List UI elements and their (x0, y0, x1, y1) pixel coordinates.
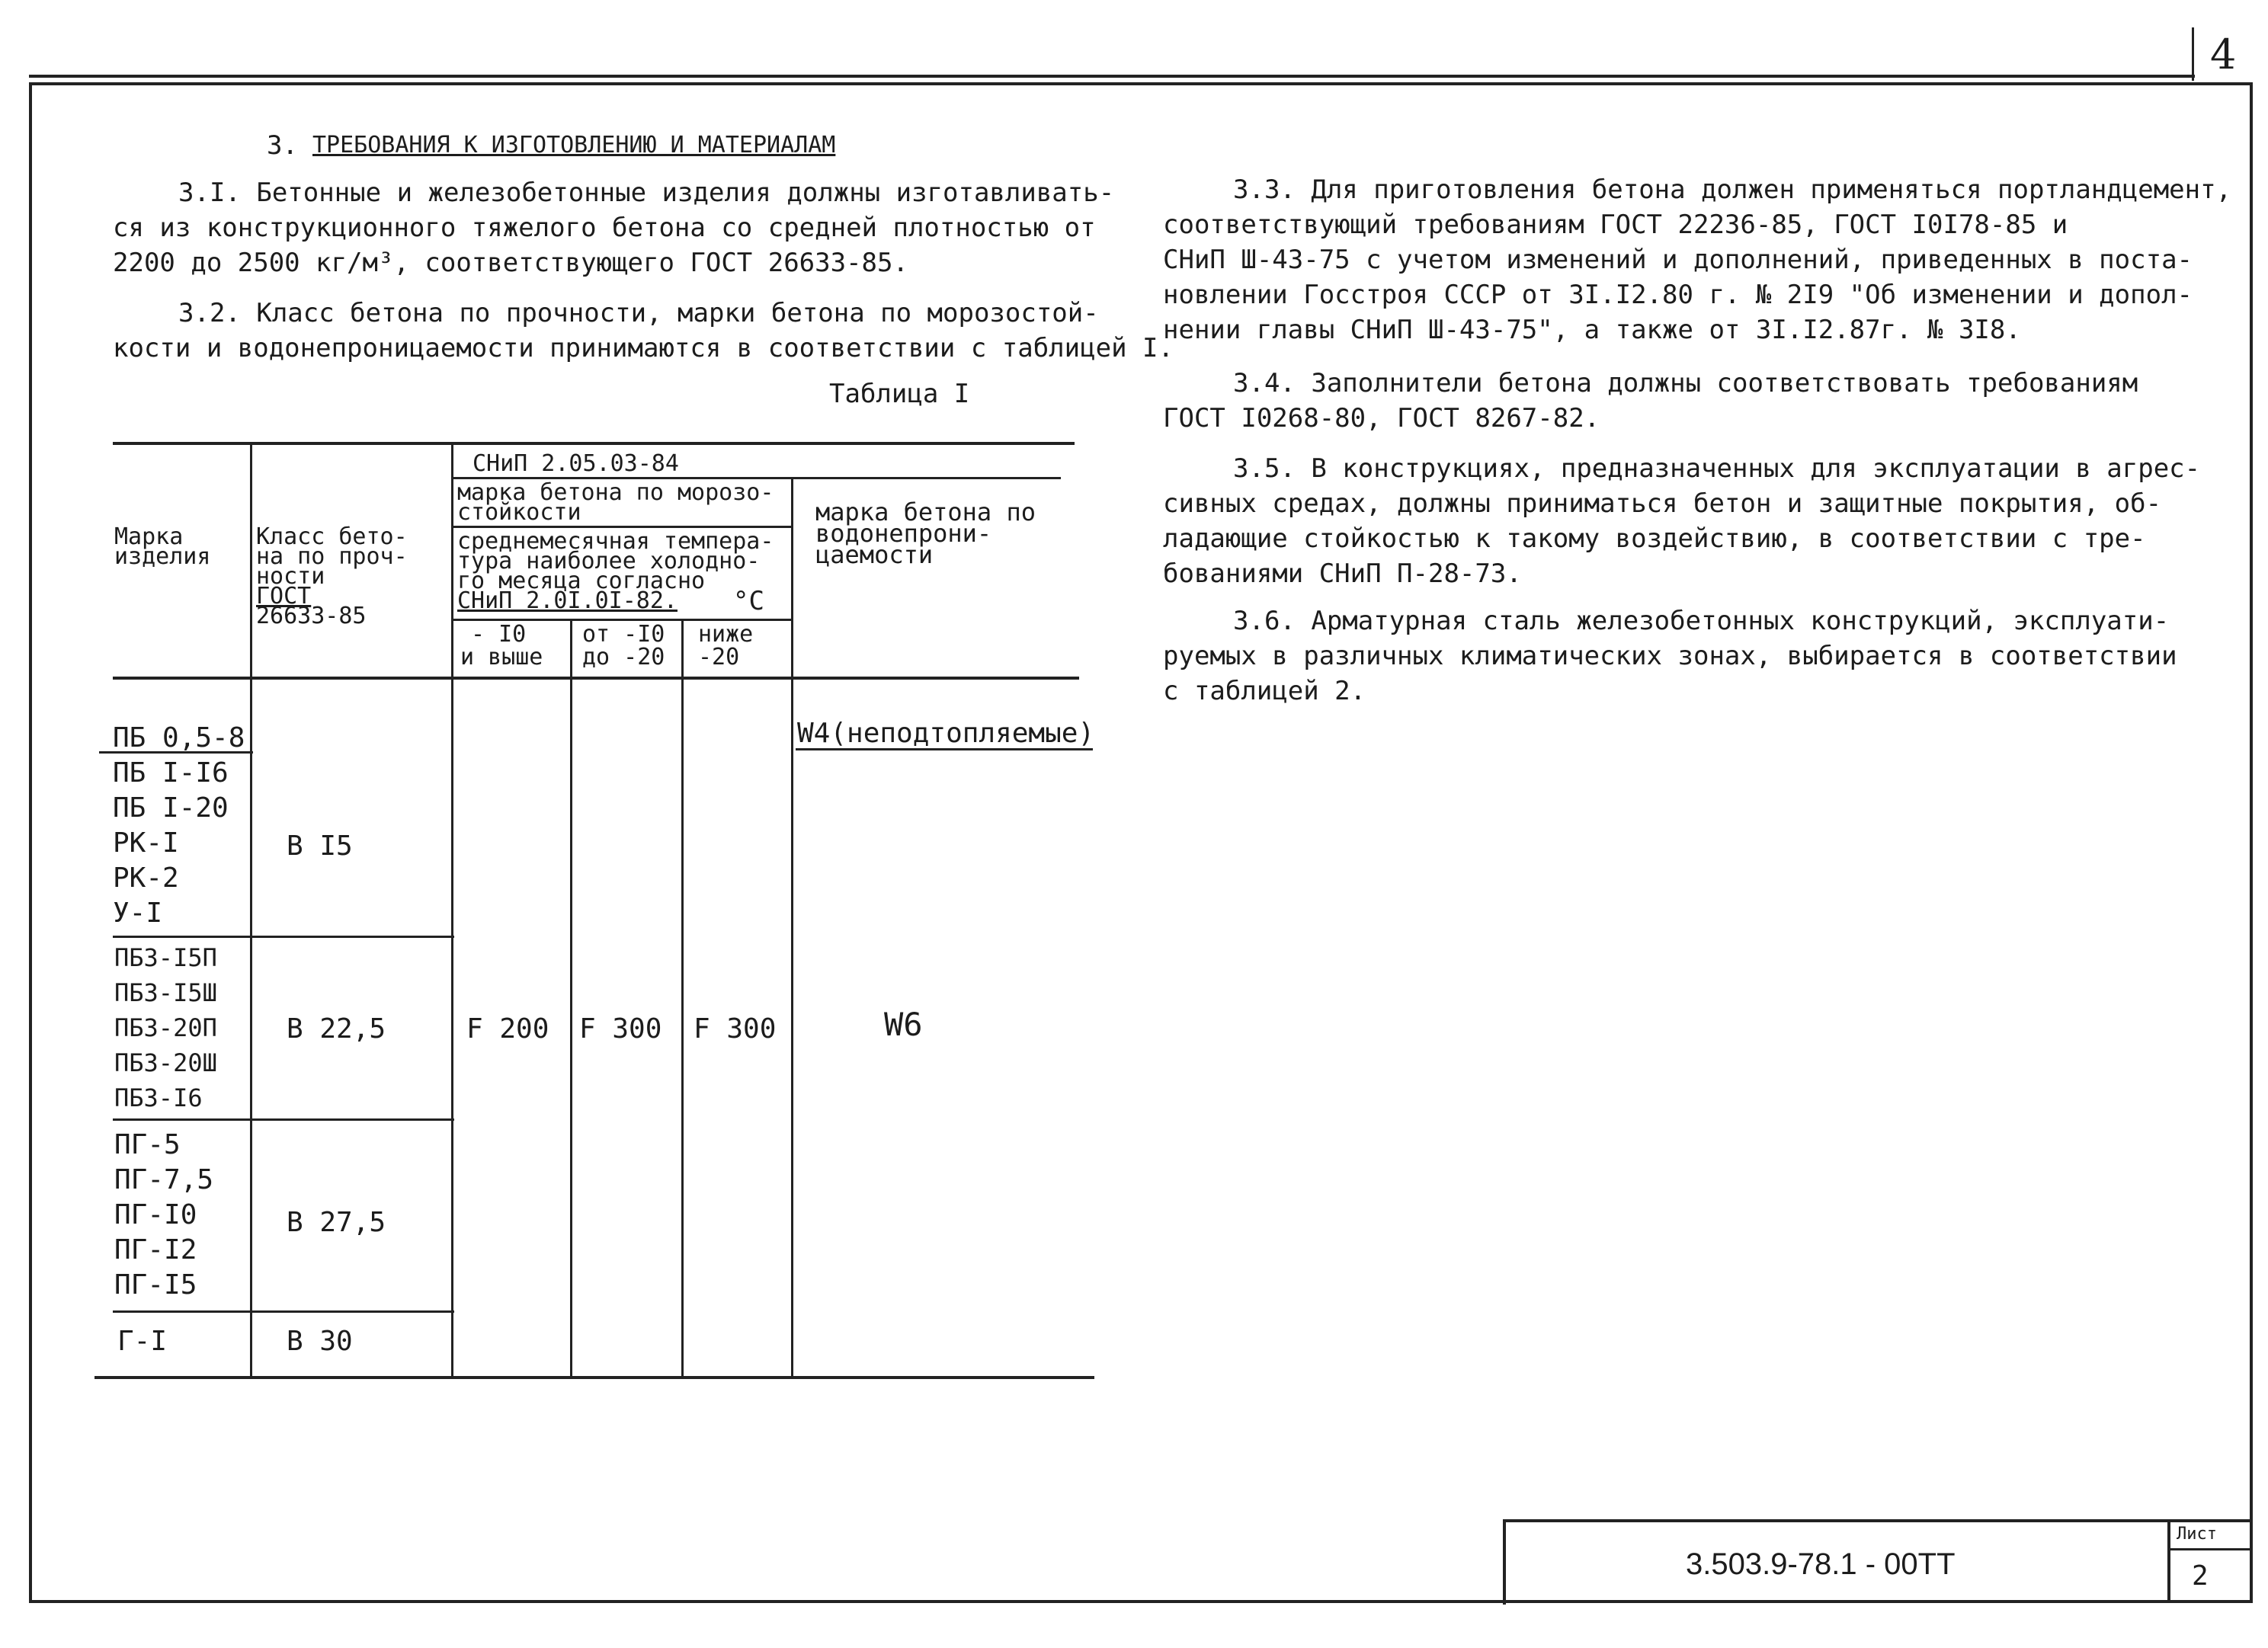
paragraph-line: 3.6. Арматурная сталь железобетонных конструкций, эксплуати- (1233, 606, 2170, 636)
header-frost (457, 479, 774, 526)
table-row-label: ПБ3-20Ш (114, 1048, 217, 1077)
top-frame-line (29, 75, 2195, 78)
paragraph-line: кости и водонепроницаемости принимаются в соответствии с таблицей I. (113, 333, 1174, 363)
section-number: 3. (267, 130, 298, 161)
paragraph-line: ладающие стойкостью к такому воздействию, в соответствии с тре- (1163, 523, 2146, 554)
document-code: 3.503.9-78.1 - 00ТТ (1686, 1547, 1956, 1581)
paragraph-line: сивных средах, должны приниматься бетон и защитные покрытия, об- (1163, 488, 2162, 519)
group2-items (114, 940, 217, 1115)
sheet-number: 2 (2192, 1560, 2209, 1592)
paragraph-line: бованиями СНиП П-28-73. (1163, 558, 1522, 589)
col-divider-1 (250, 442, 252, 1378)
header-line: ниже (698, 621, 754, 648)
paragraph-3-4 (1163, 366, 2138, 436)
group1-class: В I5 (287, 830, 353, 862)
section-title: ТРЕБОВАНИЯ К ИЗГОТОВЛЕНИЮ И МАТЕРИАЛАМ (312, 132, 836, 158)
stamp-divider (2167, 1519, 2170, 1602)
table-row-label: РК-2 (113, 862, 179, 894)
header-subcol-2 (582, 623, 665, 669)
paragraph-3-5 (1163, 451, 2200, 591)
header-snip: СНиП 2.05.03-84 (472, 450, 679, 477)
table-row-label: ПГ-I0 (114, 1199, 197, 1230)
paragraph-line: новлении Госстроя СССР от 3I.I2.80 г. № 2I9 "Об изменении и допол- (1163, 280, 2193, 310)
paragraph-line: руемых в различных климатических зонах, выбирается в соответствии (1163, 641, 2177, 671)
table-row-label: ПБ3-I6 (114, 1083, 203, 1112)
header-line: марка бетона по (815, 498, 1036, 526)
col-divider-5 (791, 477, 793, 1378)
paragraph-line: ся из конструкционного тяжелого бетона со средней плотностью от (113, 213, 1096, 243)
group3-items (114, 1128, 213, 1303)
header-strength-class (256, 523, 408, 629)
group1-first-item: ПБ 0,5-8 (113, 722, 245, 754)
paragraph-line: соответствующий требованиям ГОСТ 22236-85, ГОСТ I0I78-85 и (1163, 210, 2068, 240)
header-line: цаемости (815, 540, 934, 569)
paragraph-line: 3.2. Класс бетона по прочности, марки бетона по морозостой- (178, 298, 1099, 328)
header-line: СНиП 2.0I.0I-82. (457, 587, 678, 614)
header-line: до -20 (582, 644, 665, 670)
paragraph-line: 3.3. Для приготовления бетона должен применяться портландцемент, (1233, 174, 2232, 205)
paragraph-3-1 (113, 175, 1114, 280)
paragraph-line: 2200 до 2500 кг/м³, соответствующего ГОСТ 26633-85. (113, 248, 908, 278)
sheet-label: Лист (2177, 1525, 2217, 1544)
corner-sheet-number: 4 (2210, 30, 2237, 78)
header-line: ГОСТ (256, 583, 312, 610)
table-row-label: У-I (113, 898, 163, 929)
group1-items (113, 756, 229, 931)
stamp-sheet-rule (2170, 1548, 2250, 1550)
header-line: - I0 (471, 621, 527, 648)
header-line: водонепрони- (815, 519, 992, 548)
header-line: ности (256, 563, 325, 590)
header-line: среднемесячная темпера- (457, 528, 774, 555)
group2-class: В 22,5 (287, 1013, 386, 1045)
header-bottom-rule (113, 677, 1079, 680)
paragraph-3-2 (113, 296, 1174, 366)
col-divider-2 (451, 442, 453, 1378)
header-temperature (457, 528, 774, 614)
paragraph-line: СНиП Ш-43-75 с учетом изменений и дополнений, приведенных в поста- (1163, 245, 2193, 275)
table-row-label: ПБ I-20 (113, 792, 229, 824)
header-line: на по проч- (256, 543, 408, 570)
header-line: -20 (698, 644, 740, 670)
paragraph-line: 3.5. В конструкциях, предназначенных для эксплуатации в агрес- (1233, 453, 2201, 484)
paragraph-line: с таблицей 2. (1163, 676, 1366, 706)
table-row-label: ПБ3-I5Ш (114, 978, 217, 1007)
table-row-label: ПГ-I5 (114, 1269, 197, 1301)
header-line: марка бетона по морозо- (457, 479, 774, 506)
table-top-rule (113, 442, 1075, 445)
frost-value-1: F 200 (466, 1013, 549, 1045)
left-frame-line (29, 82, 32, 1603)
header-product-mark (114, 523, 211, 570)
table-bottom-rule (94, 1376, 1094, 1379)
header-line: 26633-85 (256, 603, 367, 629)
frost-value-2: F 300 (579, 1013, 662, 1045)
group3-bottom-rule (113, 1310, 454, 1313)
paragraph-line: ГОСТ I0268-80, ГОСТ 8267-82. (1163, 403, 1600, 434)
table-row-label: ПБ3-20П (114, 1013, 217, 1042)
group3-class: В 27,5 (287, 1207, 386, 1238)
group2-bottom-rule (113, 1118, 454, 1121)
header-line: изделия (114, 543, 211, 570)
header-line: Марка (114, 523, 184, 550)
table-row-label: ПГ-7,5 (114, 1164, 214, 1195)
paragraph-line: нении главы СНиП Ш-43-75", а также от 3I.I2.87г. № 3I8. (1163, 315, 2021, 345)
table-row-label: ПГ-5 (114, 1129, 181, 1160)
frost-value-3: F 300 (694, 1013, 777, 1045)
water-nonflooded: W4(неподтопляемые) (797, 718, 1095, 749)
table-row-label: ПБ I-I6 (113, 757, 229, 789)
group4-class: В 30 (287, 1326, 353, 1357)
header-subcol-1 (460, 623, 543, 669)
header-line: стойкости (457, 499, 581, 526)
header-line: тура наиболее холодно- (457, 548, 761, 574)
col-divider-3 (570, 619, 572, 1378)
header-water (815, 498, 1036, 569)
paragraph-3-6 (1163, 603, 2177, 709)
group4-item: Г-I (117, 1326, 168, 1357)
group1-bottom-rule (113, 936, 454, 938)
table-caption: Таблица I (829, 379, 970, 409)
header-line: от -I0 (582, 621, 665, 648)
table-row-label: РК-I (113, 827, 179, 859)
water-main: W6 (884, 1006, 923, 1043)
inner-top-frame-line (29, 82, 2253, 85)
table-row-label: ПБ3-I5П (114, 943, 217, 972)
paragraph-line: 3.4. Заполнители бетона должны соответствовать требованиям (1233, 368, 2138, 398)
paragraph-3-3 (1163, 172, 2231, 347)
header-temp-unit: °C (733, 586, 764, 616)
col-divider-4 (681, 619, 684, 1378)
paragraph-line: 3.I. Бетонные и железобетонные изделия должны изготавливать- (178, 178, 1115, 208)
header-line: и выше (460, 644, 543, 670)
header-subcol-3 (698, 623, 753, 669)
table-row-label: ПГ-I2 (114, 1234, 197, 1266)
right-frame-line (2250, 82, 2253, 1603)
header-line: го месяца согласно (457, 568, 706, 594)
header-line: Класс бето- (256, 523, 408, 550)
